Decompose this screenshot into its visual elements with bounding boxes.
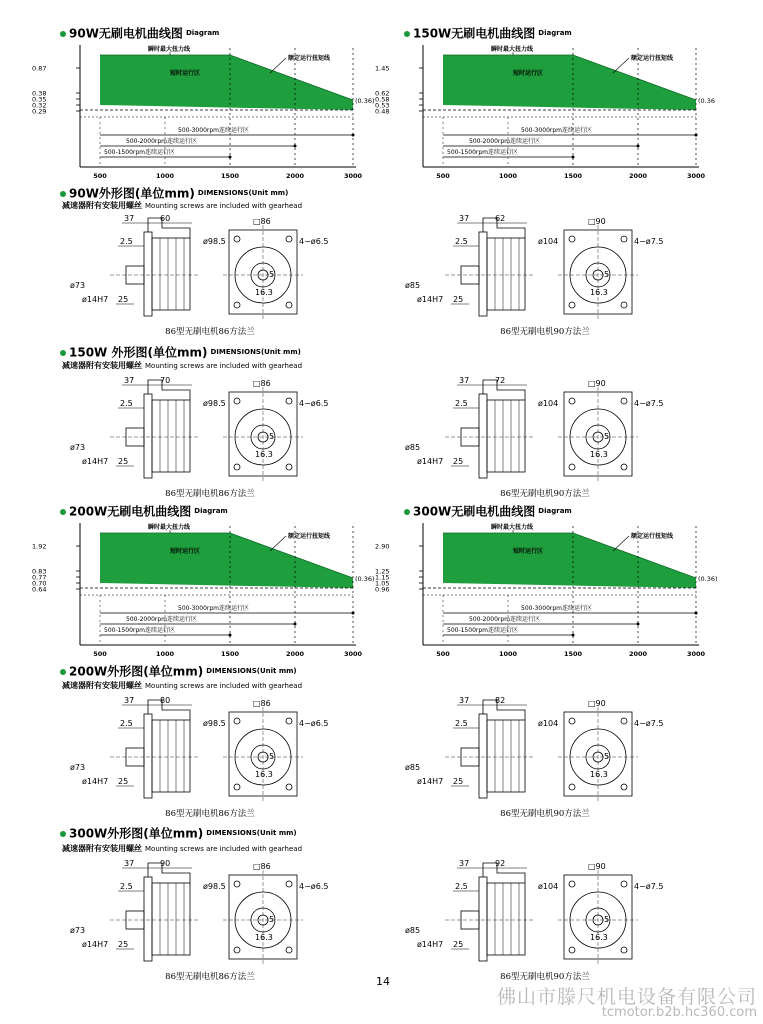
motor-body — [487, 238, 525, 310]
subtitle-en: Mounting screws are included with gearhead — [145, 362, 303, 370]
title-text: 300W外形图(单位mm) — [69, 826, 204, 841]
label-zone-3000: 500-3000rpm连续运行区 — [178, 127, 250, 134]
dim-outer-dia: ø73 — [70, 281, 86, 290]
x-tick-label: 1000 — [155, 650, 175, 658]
title-text: 150W 外形图(单位mm) — [69, 345, 208, 360]
zone-end-dot — [294, 623, 297, 626]
short-time-area — [443, 55, 696, 110]
zone-end-dot — [637, 145, 640, 148]
dim-length: 72 — [495, 376, 506, 385]
dim-length: 60 — [160, 214, 171, 223]
mounting-hole — [569, 947, 575, 953]
y-tick-label: 0.53 — [375, 101, 390, 110]
label-short-run: 短时运行区 — [513, 70, 544, 77]
dim-2-5: 2.5 — [455, 399, 468, 408]
y-tick-label: 1.92 — [32, 542, 47, 551]
dim-square: □86 — [253, 699, 271, 708]
dim-subtitle-150w — [62, 362, 302, 370]
mounting-hole — [569, 881, 575, 887]
mounting-hole — [286, 784, 292, 790]
drawing-caption: 86型无刷电机86方法兰 — [165, 489, 255, 499]
zone-end-dot — [695, 134, 698, 137]
label-end-value: (0.36) — [698, 575, 718, 583]
short-time-area — [100, 55, 353, 110]
front-square — [229, 230, 297, 314]
zone-end-dot — [229, 634, 232, 637]
mounting-hole — [569, 784, 575, 790]
mounting-hole — [286, 302, 292, 308]
dim-outer-dia: ø85 — [405, 281, 421, 290]
dim-shaft-dia: ø14H7 — [417, 457, 444, 466]
label-peak-torque: 瞬时最大扭力线 — [491, 46, 534, 53]
bullet-icon — [60, 350, 66, 356]
motor-flange — [144, 714, 152, 798]
dim-subtitle-200w — [62, 682, 302, 690]
label-zone-1500: 500-1500rpm连续运行区 — [447, 627, 519, 634]
title-en: DIMENSIONS(Unit mm) — [206, 667, 297, 675]
dim-37: 37 — [124, 214, 135, 223]
dim-37: 37 — [124, 376, 135, 385]
drawing-150w-90 — [395, 372, 695, 502]
chart-150w — [373, 40, 723, 185]
dim-key: 5 — [269, 752, 275, 761]
mounting-hole — [621, 302, 627, 308]
dim-length: 62 — [495, 214, 506, 223]
y-tick-label: 2.90 — [375, 542, 390, 551]
label-zone-2000: 500-2000rpm连续运行区 — [126, 138, 198, 145]
mounting-hole — [621, 784, 627, 790]
x-tick-label: 500 — [93, 172, 107, 180]
mounting-hole — [234, 464, 240, 470]
dim-37: 37 — [459, 859, 470, 868]
bullet-icon — [60, 509, 66, 515]
label-peak-torque: 瞬时最大扭力线 — [148, 46, 191, 53]
dim-length: 80 — [160, 696, 171, 705]
title-text: 150W无刷电机曲线图 — [413, 26, 536, 41]
front-square — [564, 392, 632, 476]
drawing-150w-86 — [60, 372, 360, 502]
bullet-icon — [60, 831, 66, 837]
mounting-hole — [234, 718, 240, 724]
zone-end-dot — [572, 634, 575, 637]
mounting-hole — [621, 464, 627, 470]
mounting-hole — [286, 947, 292, 953]
title-en: Diagram — [538, 507, 572, 515]
label-end-value: (0.36) — [355, 97, 375, 105]
x-tick-label: 3000 — [343, 172, 363, 180]
dim-holes: 4−ø7.5 — [634, 237, 664, 246]
motor-flange — [479, 232, 487, 316]
y-tick-label: 0.48 — [375, 107, 390, 116]
dim-length: 92 — [495, 859, 506, 868]
x-tick-label: 1500 — [563, 172, 583, 180]
subtitle-en: Mounting screws are included with gearhead — [145, 682, 303, 690]
dim-16-3: 16.3 — [590, 770, 608, 779]
dim-pcd: ø104 — [538, 719, 559, 728]
x-tick-label: 500 — [436, 172, 450, 180]
dim-shaft-dia: ø14H7 — [417, 777, 444, 786]
dim-37: 37 — [124, 859, 135, 868]
dim-key: 5 — [269, 270, 275, 279]
dim-key: 5 — [269, 915, 275, 924]
dim-pcd: ø98.5 — [203, 882, 226, 891]
label-zone-3000: 500-3000rpm连续运行区 — [521, 127, 593, 134]
dim-square: □86 — [253, 379, 271, 388]
label-end-value: (0.36 — [698, 97, 716, 105]
drawing-300w-90 — [395, 855, 695, 985]
motor-flange — [479, 877, 487, 961]
dim-2-5: 2.5 — [120, 237, 133, 246]
dim-37: 37 — [124, 696, 135, 705]
dim-pcd: ø98.5 — [203, 399, 226, 408]
dim-shaft-len: 25 — [118, 457, 129, 466]
drawing-caption: 86型无刷电机90方法兰 — [500, 327, 590, 337]
dim-holes: 4−ø7.5 — [634, 719, 664, 728]
x-tick-label: 500 — [436, 650, 450, 658]
y-tick-label: 0.83 — [32, 567, 47, 576]
dim-16-3: 16.3 — [255, 450, 273, 459]
dim-square: □90 — [588, 862, 606, 871]
y-tick-label: 0.35 — [32, 95, 47, 104]
dim-holes: 4−ø6.5 — [299, 882, 329, 891]
mounting-hole — [286, 236, 292, 242]
dim-16-3: 16.3 — [255, 288, 273, 297]
label-zone-2000: 500-2000rpm连续运行区 — [126, 616, 198, 623]
bullet-icon — [60, 669, 66, 675]
dim-square: □86 — [253, 217, 271, 226]
label-rated-torque: 额定运行扭矩线 — [288, 55, 331, 62]
dim-outer-dia: ø85 — [405, 443, 421, 452]
dim-length: 90 — [160, 859, 171, 868]
dim-key: 5 — [604, 270, 610, 279]
title-text: 90W外形图(单位mm) — [69, 186, 195, 201]
dim-2-5: 2.5 — [455, 237, 468, 246]
short-time-area — [100, 533, 353, 588]
title-en: DIMENSIONS(Unit mm) — [197, 189, 289, 197]
x-tick-label: 3000 — [343, 650, 363, 658]
label-zone-1500: 500-1500rpm连续运行区 — [104, 627, 176, 634]
chart-title-300w — [404, 503, 572, 519]
y-tick-label: 1.45 — [375, 64, 390, 73]
y-tick-label: 0.32 — [32, 101, 47, 110]
dim-key: 5 — [269, 432, 275, 441]
y-tick-label: 0.29 — [32, 107, 47, 116]
mounting-hole — [621, 398, 627, 404]
drawing-200w-86 — [60, 692, 360, 822]
dim-shaft-len: 25 — [118, 940, 129, 949]
leader-line — [270, 58, 286, 73]
dim-shaft-len: 25 — [453, 295, 464, 304]
dim-pcd: ø104 — [538, 237, 559, 246]
label-zone-2000: 500-2000rpm连续运行区 — [469, 616, 541, 623]
dim-shaft-dia: ø14H7 — [82, 295, 109, 304]
motor-body — [152, 720, 190, 792]
drawing-300w-86 — [60, 855, 360, 985]
mounting-hole — [234, 947, 240, 953]
title-text: 90W无刷电机曲线图 — [69, 26, 183, 41]
zone-end-dot — [229, 156, 232, 159]
title-en: Diagram — [185, 29, 220, 37]
subtitle-en: Mounting screws are included with gearhead — [145, 845, 303, 853]
mounting-hole — [569, 398, 575, 404]
title-en: DIMENSIONS(Unit mm) — [206, 829, 297, 837]
mounting-hole — [286, 464, 292, 470]
dim-16-3: 16.3 — [255, 770, 273, 779]
chart-200w — [30, 518, 380, 663]
y-tick-label: 0.58 — [375, 95, 390, 104]
dim-length: 70 — [160, 376, 171, 385]
front-square — [229, 712, 297, 796]
dim-shaft-dia: ø14H7 — [82, 940, 109, 949]
zone-end-dot — [352, 612, 355, 615]
x-tick-label: 1500 — [220, 650, 240, 658]
x-tick-label: 1000 — [498, 172, 518, 180]
dim-square: □86 — [253, 862, 271, 871]
dim-holes: 4−ø6.5 — [299, 237, 329, 246]
chart-title-150w — [404, 25, 572, 41]
dim-2-5: 2.5 — [455, 882, 468, 891]
dim-holes: 4−ø6.5 — [299, 719, 329, 728]
dim-37: 37 — [459, 376, 470, 385]
title-text: 300W无刷电机曲线图 — [413, 504, 536, 519]
x-tick-label: 2000 — [285, 650, 305, 658]
y-tick-label: 0.96 — [375, 585, 390, 594]
motor-flange — [144, 394, 152, 478]
mounting-hole — [286, 718, 292, 724]
label-short-run: 短时运行区 — [170, 70, 201, 77]
drawing-90w-90 — [395, 210, 695, 340]
leader-line — [613, 58, 629, 73]
dim-title-200w — [60, 663, 297, 679]
title-text: 200W无刷电机曲线图 — [69, 504, 192, 519]
mounting-hole — [621, 236, 627, 242]
x-tick-label: 1000 — [498, 650, 518, 658]
motor-body — [152, 238, 190, 310]
mounting-hole — [621, 947, 627, 953]
front-square — [564, 230, 632, 314]
dim-pcd: ø104 — [538, 399, 559, 408]
dim-shaft-len: 25 — [453, 777, 464, 786]
mounting-hole — [234, 398, 240, 404]
mounting-hole — [234, 302, 240, 308]
bullet-icon — [60, 191, 66, 197]
dim-key: 5 — [604, 915, 610, 924]
mounting-hole — [234, 236, 240, 242]
y-tick-label: 1.05 — [375, 579, 390, 588]
dim-shaft-len: 25 — [453, 940, 464, 949]
y-tick-label: 0.70 — [32, 579, 47, 588]
dim-title-300w — [60, 825, 297, 841]
dim-shaft-dia: ø14H7 — [82, 777, 109, 786]
subtitle-zh: 减速器附有安装用螺丝 — [62, 844, 142, 853]
subtitle-zh: 减速器附有安装用螺丝 — [62, 201, 142, 210]
dim-shaft-dia: ø14H7 — [82, 457, 109, 466]
zone-end-dot — [352, 134, 355, 137]
front-square — [564, 712, 632, 796]
dim-outer-dia: ø73 — [70, 926, 86, 935]
dim-holes: 4−ø7.5 — [634, 399, 664, 408]
label-zone-1500: 500-1500rpm连续运行区 — [104, 149, 176, 156]
drawing-caption: 86型无刷电机86方法兰 — [165, 972, 255, 982]
dim-holes: 4−ø6.5 — [299, 399, 329, 408]
dim-16-3: 16.3 — [590, 288, 608, 297]
dim-16-3: 16.3 — [590, 450, 608, 459]
dim-key: 5 — [604, 752, 610, 761]
y-tick-label: 0.87 — [32, 64, 47, 73]
label-peak-torque: 瞬时最大扭力线 — [491, 524, 534, 531]
mounting-hole — [286, 398, 292, 404]
company-watermark: 佛山市滕尺机电设备有限公司 — [496, 986, 757, 1008]
zone-end-dot — [294, 145, 297, 148]
dim-shaft-len: 25 — [118, 295, 129, 304]
motor-flange — [479, 714, 487, 798]
leader-line — [613, 536, 629, 551]
front-square — [229, 392, 297, 476]
label-short-run: 短时运行区 — [170, 548, 201, 555]
dim-2-5: 2.5 — [455, 719, 468, 728]
label-zone-3000: 500-3000rpm连续运行区 — [178, 605, 250, 612]
y-tick-label: 0.77 — [32, 573, 47, 582]
motor-body — [152, 883, 190, 955]
label-zone-2000: 500-2000rpm连续运行区 — [469, 138, 541, 145]
dim-2-5: 2.5 — [120, 882, 133, 891]
front-square — [564, 875, 632, 959]
dim-37: 37 — [459, 214, 470, 223]
x-tick-label: 1500 — [220, 172, 240, 180]
leader-line — [270, 536, 286, 551]
drawing-caption: 86型无刷电机86方法兰 — [165, 327, 255, 337]
dim-outer-dia: ø73 — [70, 763, 86, 772]
zone-end-dot — [695, 612, 698, 615]
zone-end-dot — [572, 156, 575, 159]
mounting-hole — [234, 784, 240, 790]
bullet-icon — [60, 31, 66, 37]
dim-square: □90 — [588, 699, 606, 708]
dim-outer-dia: ø85 — [405, 763, 421, 772]
chart-300w — [373, 518, 723, 663]
page-number: 14 — [376, 975, 390, 988]
dim-subtitle-300w — [62, 845, 302, 853]
dim-outer-dia: ø73 — [70, 443, 86, 452]
drawing-90w-86 — [60, 210, 360, 340]
dim-pcd: ø104 — [538, 882, 559, 891]
label-short-run: 短时运行区 — [513, 548, 544, 555]
label-rated-torque: 额定运行扭矩线 — [631, 55, 674, 62]
mounting-hole — [621, 881, 627, 887]
x-tick-label: 2000 — [285, 172, 305, 180]
title-en: Diagram — [194, 507, 228, 515]
title-en: DIMENSIONS(Unit mm) — [210, 348, 301, 356]
drawing-caption: 86型无刷电机90方法兰 — [500, 489, 590, 499]
x-tick-label: 3000 — [686, 650, 706, 658]
label-zone-3000: 500-3000rpm连续运行区 — [521, 605, 593, 612]
dim-square: □90 — [588, 379, 606, 388]
dim-16-3: 16.3 — [590, 933, 608, 942]
label-end-value: (0.36) — [355, 575, 375, 583]
chart-title-90w — [60, 25, 219, 41]
drawing-caption: 86型无刷电机86方法兰 — [165, 809, 255, 819]
dim-37: 37 — [459, 696, 470, 705]
subtitle-zh: 减速器附有安装用螺丝 — [62, 681, 142, 690]
mounting-hole — [569, 718, 575, 724]
x-tick-label: 2000 — [628, 650, 648, 658]
dim-shaft-dia: ø14H7 — [417, 295, 444, 304]
dim-pcd: ø98.5 — [203, 237, 226, 246]
subtitle-zh: 减速器附有安装用螺丝 — [62, 361, 142, 370]
dim-pcd: ø98.5 — [203, 719, 226, 728]
x-tick-label: 3000 — [686, 172, 706, 180]
motor-body — [152, 400, 190, 472]
drawing-200w-90 — [395, 692, 695, 822]
mounting-hole — [286, 881, 292, 887]
x-tick-label: 1000 — [155, 172, 175, 180]
dim-16-3: 16.3 — [255, 933, 273, 942]
drawing-caption: 86型无刷电机90方法兰 — [500, 972, 590, 982]
chart-title-200w — [60, 503, 228, 519]
mounting-hole — [234, 881, 240, 887]
y-tick-label: 0.64 — [32, 585, 47, 594]
dim-outer-dia: ø85 — [405, 926, 421, 935]
short-time-area — [443, 533, 696, 588]
dim-holes: 4−ø7.5 — [634, 882, 664, 891]
x-tick-label: 1500 — [563, 650, 583, 658]
drawing-caption: 86型无刷电机90方法兰 — [500, 809, 590, 819]
motor-body — [487, 883, 525, 955]
chart-90w — [30, 40, 380, 185]
zone-end-dot — [637, 623, 640, 626]
mounting-hole — [569, 464, 575, 470]
motor-flange — [144, 877, 152, 961]
dim-2-5: 2.5 — [120, 719, 133, 728]
mounting-hole — [569, 302, 575, 308]
y-tick-label: 0.62 — [375, 89, 390, 98]
dim-title-150w — [60, 344, 301, 360]
title-text: 200W外形图(单位mm) — [69, 664, 204, 679]
dim-shaft-len: 25 — [453, 457, 464, 466]
dim-subtitle-90w — [62, 202, 302, 210]
y-tick-label: 1.15 — [375, 573, 390, 582]
label-rated-torque: 额定运行扭矩线 — [631, 533, 674, 540]
motor-flange — [479, 394, 487, 478]
mounting-hole — [569, 236, 575, 242]
y-tick-label: 1.25 — [375, 567, 390, 576]
subtitle-en: Mounting screws are included with gearhead — [145, 202, 303, 210]
dim-length: 82 — [495, 696, 506, 705]
dim-key: 5 — [604, 432, 610, 441]
bullet-icon — [404, 31, 410, 37]
dim-title-90w — [60, 185, 288, 201]
x-tick-label: 500 — [93, 650, 107, 658]
dim-shaft-len: 25 — [118, 777, 129, 786]
dim-square: □90 — [588, 217, 606, 226]
x-tick-label: 2000 — [628, 172, 648, 180]
title-en: Diagram — [538, 29, 572, 37]
y-tick-label: 0.38 — [32, 89, 47, 98]
bullet-icon — [404, 509, 410, 515]
label-rated-torque: 额定运行扭矩线 — [288, 533, 331, 540]
label-zone-1500: 500-1500rpm连续运行区 — [447, 149, 519, 156]
label-peak-torque: 瞬时最大扭力线 — [148, 524, 191, 531]
motor-body — [487, 720, 525, 792]
motor-flange — [144, 232, 152, 316]
mounting-hole — [621, 718, 627, 724]
website-watermark: tcmotor.b2b.hc360.com — [601, 1005, 757, 1020]
dim-2-5: 2.5 — [120, 399, 133, 408]
front-square — [229, 875, 297, 959]
motor-body — [487, 400, 525, 472]
dim-shaft-dia: ø14H7 — [417, 940, 444, 949]
